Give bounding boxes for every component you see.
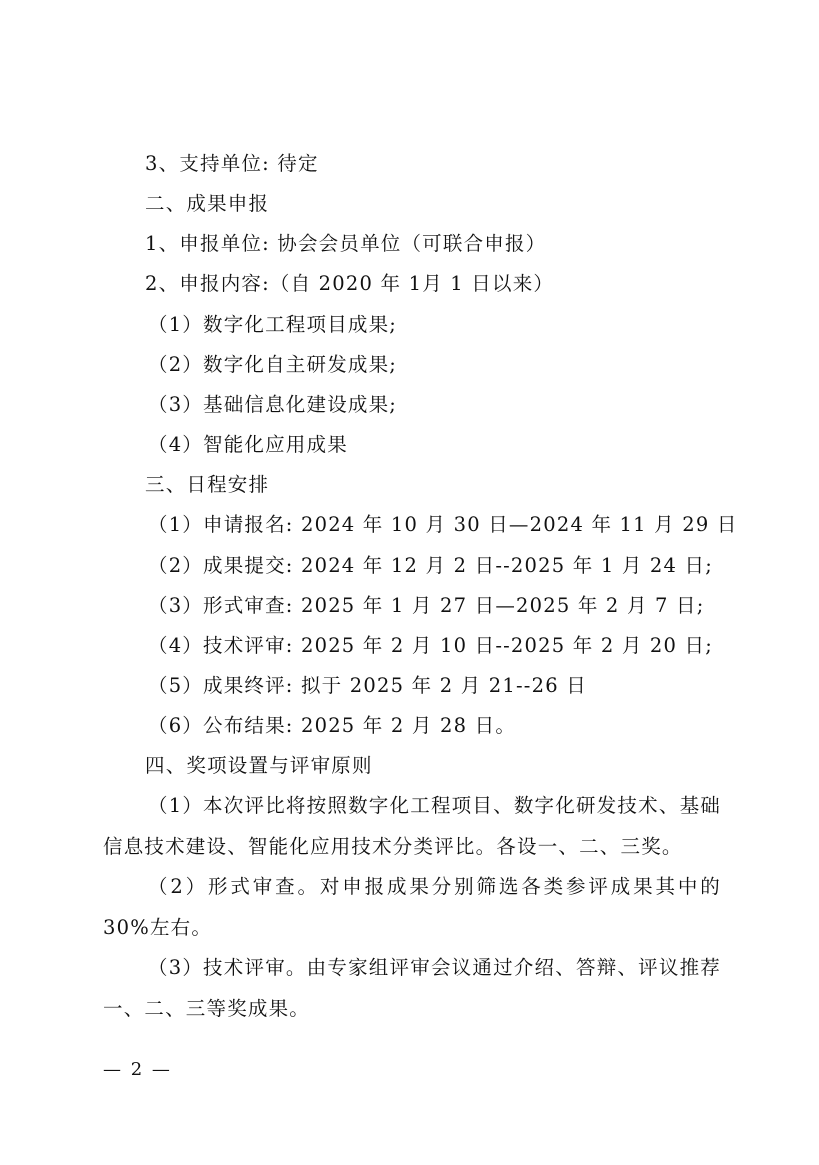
submission-content-line: 2、申报内容:（自 2020 年 1月 1 日以来） (145, 272, 555, 295)
schedule-item-6: （6）公布结果: 2025 年 2 月 28 日。 (148, 714, 517, 737)
content-item-2: （2）数字化自主研发成果; (148, 353, 398, 376)
section-heading-awards: 四、奖项设置与评审原则 (145, 754, 373, 777)
content-item-1: （1）数字化工程项目成果; (148, 313, 398, 336)
section-heading-schedule: 三、日程安排 (145, 473, 270, 496)
schedule-item-4: （4）技术评审: 2025 年 2 月 10 日--2025 年 2 月 20 日; (148, 634, 713, 657)
awards-paragraph-2: （2）形式审查。对申报成果分别筛选各类参评成果其中的 30%左右。 (103, 875, 721, 939)
section-heading-submission: 二、成果申报 (145, 192, 270, 215)
content-item-3: （3）基础信息化建设成果; (148, 393, 398, 416)
awards-paragraph-3: （3）技术评审。由专家组评审会议通过介绍、答辩、评议推荐一、二、三等奖成果。 (103, 956, 721, 1020)
page-number: — 2 — (103, 1059, 172, 1080)
schedule-item-5: （5）成果终评: 拟于 2025 年 2 月 21--26 日 (148, 674, 587, 697)
support-unit-line: 3、支持单位: 待定 (145, 152, 319, 175)
awards-paragraph-1: （1）本次评比将按照数字化工程项目、数字化研发技术、基础信息技术建设、智能化应用技术分类评比。各设一、二、三奖。 (103, 794, 721, 858)
schedule-item-2: （2）成果提交: 2024 年 12 月 2 日--2025 年 1 月 24 日; (148, 554, 713, 577)
content-item-4: （4）智能化应用成果 (148, 433, 348, 456)
schedule-item-1: （1）申请报名: 2024 年 10 月 30 日—2024 年 11 月 29 日 (148, 513, 738, 536)
schedule-item-3: （3）形式审查: 2025 年 1 月 27 日—2025 年 2 月 7 日; (148, 594, 705, 617)
submitting-unit-line: 1、申报单位: 协会会员单位（可联合申报） (145, 232, 547, 255)
